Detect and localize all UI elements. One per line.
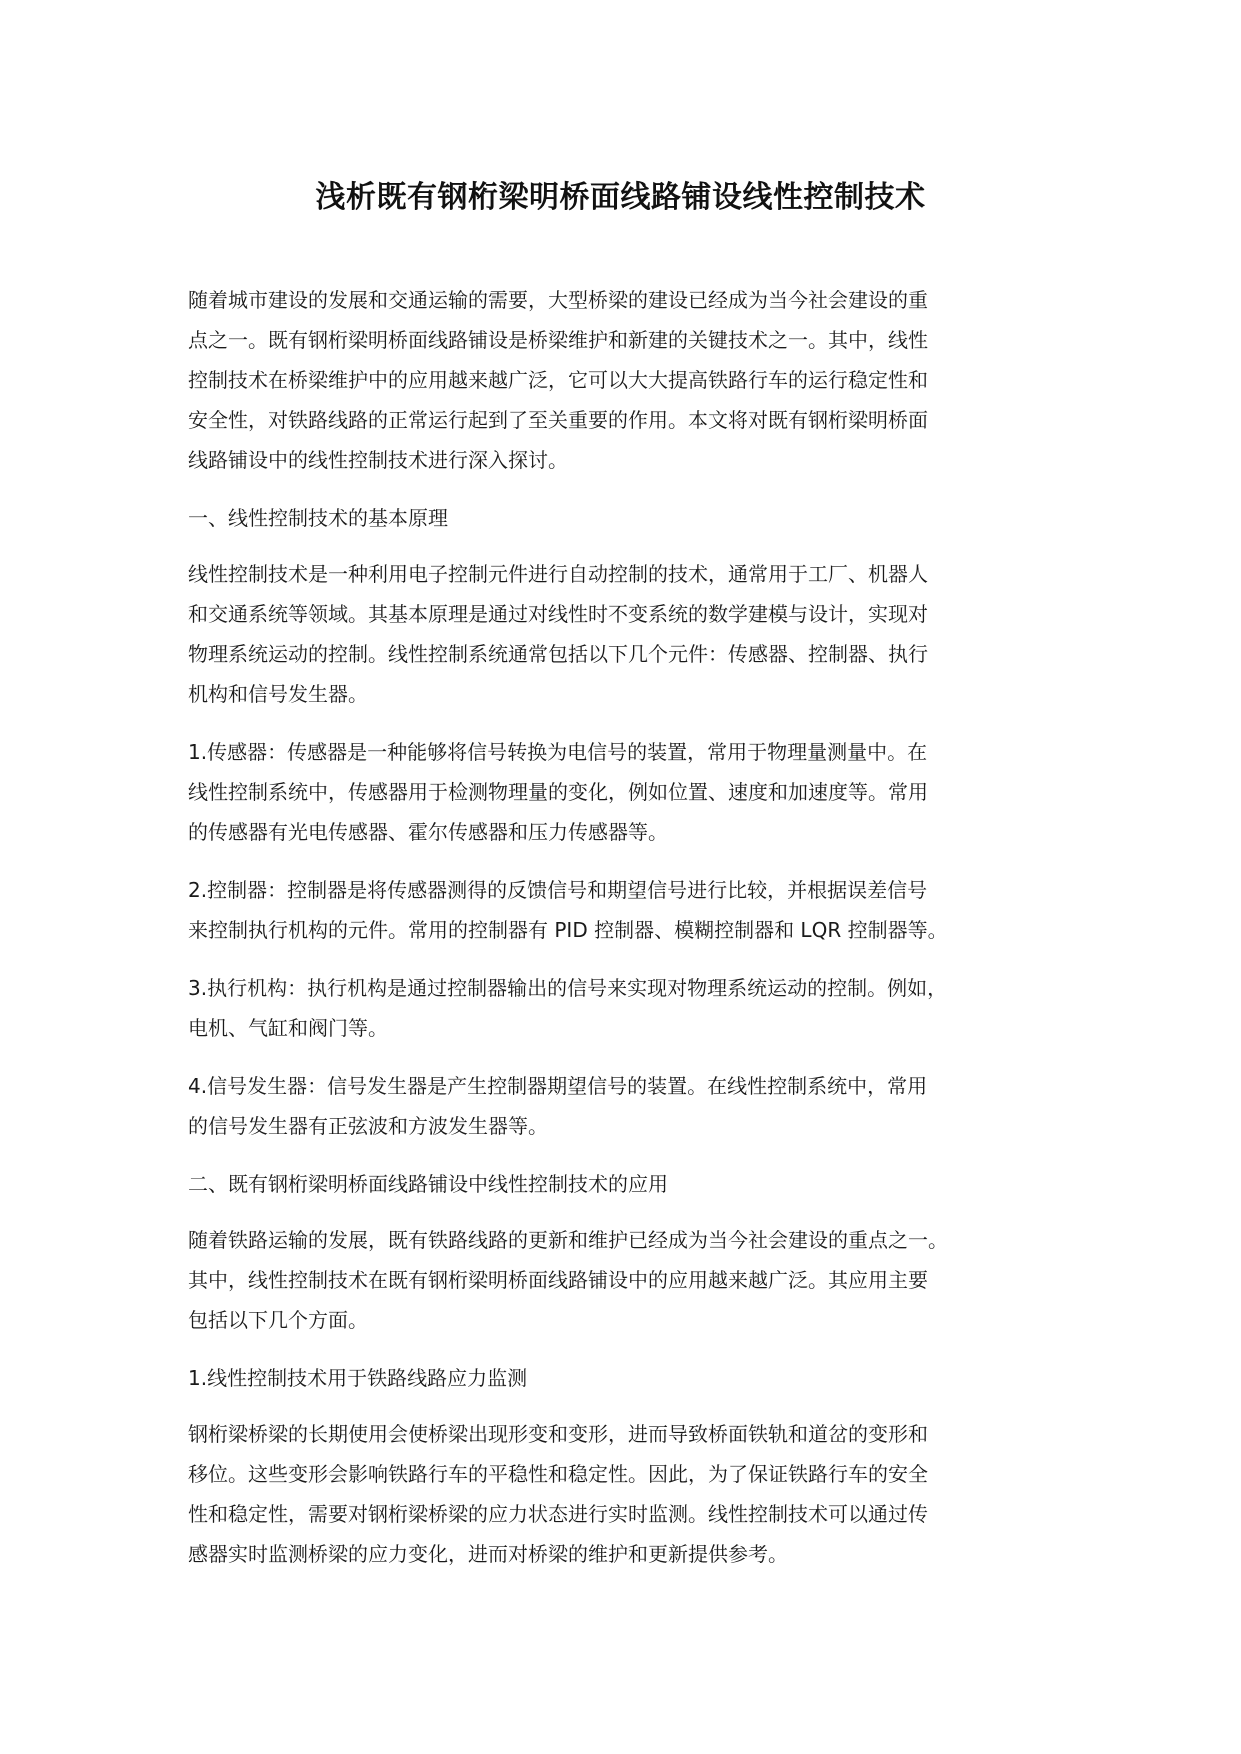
paragraph-line: 1.传感器：传感器是一种能够将信号转换为电信号的装置，常用于物理量测量中。在	[188, 740, 928, 764]
paragraph-line: 线性控制系统中，传感器用于检测物理量的变化，例如位置、速度和加速度等。常用	[188, 780, 928, 804]
paragraph-line: 控制技术在桥梁维护中的应用越来越广泛，它可以大大提高铁路行车的运行稳定性和	[188, 368, 928, 392]
paragraph-line: 机构和信号发生器。	[188, 682, 368, 706]
paragraph-line: 感器实时监测桥梁的应力变化，进而对桥梁的维护和更新提供参考。	[188, 1542, 788, 1566]
paragraph-line: 移位。这些变形会影响铁路行车的平稳性和稳定性。因此，为了保证铁路行车的安全	[188, 1462, 928, 1486]
paragraph-line: 安全性，对铁路线路的正常运行起到了至关重要的作用。本文将对既有钢桁梁明桥面	[188, 408, 928, 432]
document-body	[188, 280, 1088, 1592]
paragraph-line: 线路铺设中的线性控制技术进行深入探讨。	[188, 448, 568, 472]
paragraph-line: 4.信号发生器：信号发生器是产生控制器期望信号的装置。在线性控制系统中，常用	[188, 1074, 928, 1098]
paragraph-line: 2.控制器：控制器是将传感器测得的反馈信号和期望信号进行比较，并根据误差信号	[188, 878, 928, 902]
paragraph	[188, 280, 1088, 480]
paragraph-line: 随着铁路运输的发展，既有铁路线路的更新和维护已经成为当今社会建设的重点之一。	[188, 1228, 948, 1252]
paragraph-line: 的信号发生器有正弦波和方波发生器等。	[188, 1114, 548, 1138]
paragraph-line: 3.执行机构：执行机构是通过控制器输出的信号来实现对物理系统运动的控制。例如，	[188, 976, 948, 1000]
document-title: 浅析既有钢桁梁明桥面线路铺设线性控制技术	[315, 180, 926, 215]
paragraph-line: 的传感器有光电传感器、霍尔传感器和压力传感器等。	[188, 820, 668, 844]
paragraph	[188, 1220, 1088, 1340]
section-heading: 一、线性控制技术的基本原理	[188, 506, 448, 530]
paragraph	[188, 732, 1088, 852]
paragraph	[188, 870, 1088, 950]
paragraph-line: 和交通系统等领域。其基本原理是通过对线性时不变系统的数学建模与设计，实现对	[188, 602, 928, 626]
paragraph-line: 钢桁梁桥梁的长期使用会使桥梁出现形变和变形，进而导致桥面铁轨和道岔的变形和	[188, 1422, 928, 1446]
section-heading: 二、既有钢桁梁明桥面线路铺设中线性控制技术的应用	[188, 1172, 668, 1196]
paragraph-line: 性和稳定性，需要对钢桁梁桥梁的应力状态进行实时监测。线性控制技术可以通过传	[188, 1502, 928, 1526]
paragraph-line: 电机、气缸和阀门等。	[188, 1016, 388, 1040]
paragraph	[188, 968, 1088, 1048]
paragraph-line: 点之一。既有钢桁梁明桥面线路铺设是桥梁维护和新建的关键技术之一。其中，线性	[188, 328, 928, 352]
paragraph	[188, 554, 1088, 714]
paragraph-line: 线性控制技术是一种利用电子控制元件进行自动控制的技术，通常用于工厂、机器人	[188, 562, 928, 586]
subsection-heading: 1.线性控制技术用于铁路线路应力监测	[188, 1366, 528, 1390]
paragraph-line: 来控制执行机构的元件。常用的控制器有 PID 控制器、模糊控制器和 LQR 控制器等。	[188, 918, 948, 942]
paragraph	[188, 1414, 1088, 1574]
paragraph-line: 其中，线性控制技术在既有钢桁梁明桥面线路铺设中的应用越来越广泛。其应用主要	[188, 1268, 928, 1292]
paragraph	[188, 1066, 1088, 1146]
paragraph-line: 包括以下几个方面。	[188, 1308, 368, 1332]
paragraph-line: 随着城市建设的发展和交通运输的需要，大型桥梁的建设已经成为当今社会建设的重	[188, 288, 928, 312]
paragraph-line: 物理系统运动的控制。线性控制系统通常包括以下几个元件：传感器、控制器、执行	[188, 642, 928, 666]
